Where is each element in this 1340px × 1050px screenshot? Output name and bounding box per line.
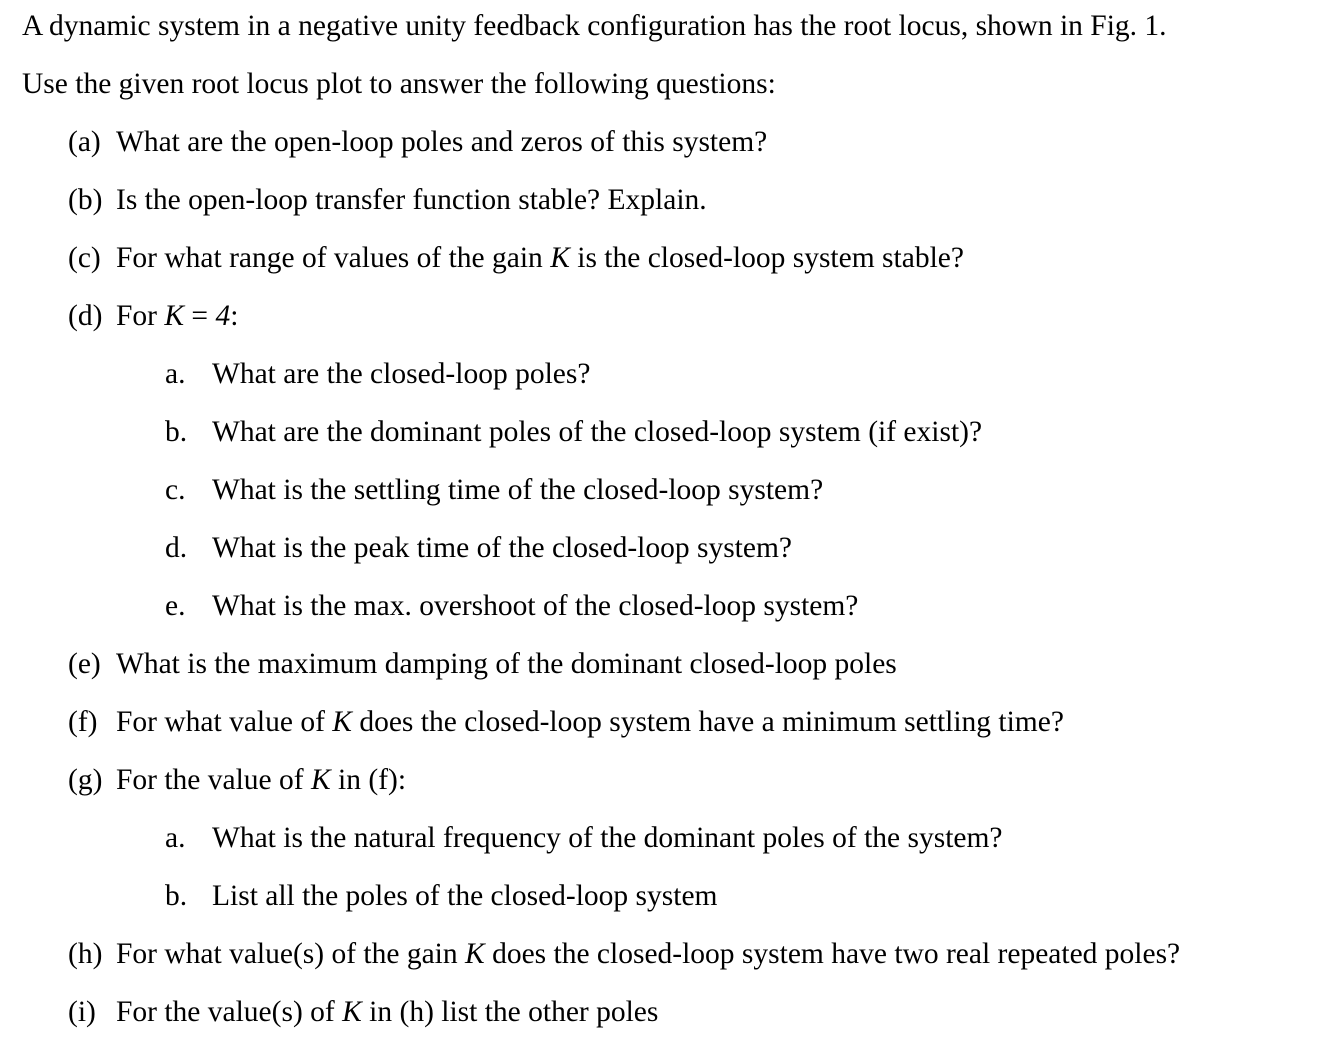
question-text: What is the maximum damping of the dominant closed-loop poles — [116, 648, 897, 680]
gain-variable: K — [550, 242, 570, 274]
subquestion-text: What is the max. overshoot of the closed-loop system? — [212, 590, 859, 622]
question-marker: (e) — [68, 648, 101, 680]
subquestion-marker: c. — [165, 474, 186, 506]
question-marker: (i) — [68, 996, 96, 1028]
question-text-pre: For what range of values of the gain — [116, 242, 551, 274]
question-h — [68, 937, 1180, 971]
gain-variable: K — [342, 996, 362, 1028]
intro-line-1: A dynamic system in a negative unity feedback configuration has the root locus, shown in Fig. 1. — [22, 10, 1167, 42]
subquestion-text: What is the natural frequency of the dominant poles of the system? — [212, 822, 1003, 854]
question-i — [68, 995, 658, 1029]
question-a — [68, 125, 767, 159]
question-marker: (g) — [68, 764, 103, 796]
subquestion-marker: b. — [165, 880, 188, 912]
subquestion-marker: e. — [165, 590, 186, 622]
question-marker: (f) — [68, 706, 98, 738]
subquestion-text: List all the poles of the closed-loop system — [212, 880, 718, 912]
question-text-post: does the closed-loop system have a minimum settling time? — [351, 706, 1064, 738]
question-text: What are the open-loop poles and zeros of this system? — [116, 126, 768, 158]
subquestion-d-a — [165, 357, 590, 391]
equals-sign: = — [184, 300, 216, 332]
subquestion-d-b — [165, 415, 982, 449]
subquestion-d-d — [165, 531, 792, 565]
question-text-post: in (h) list the other poles — [361, 996, 659, 1028]
question-text-post: is the closed-loop system stable? — [569, 242, 964, 274]
question-text-pre: For the value of — [116, 764, 311, 796]
subquestion-marker: a. — [165, 358, 186, 390]
gain-variable: K — [332, 706, 352, 738]
question-marker: (d) — [68, 300, 103, 332]
question-f — [68, 705, 1064, 739]
question-d — [68, 299, 238, 333]
subquestion-d-e — [165, 589, 858, 623]
subquestion-marker: a. — [165, 822, 186, 854]
intro-line-2: Use the given root locus plot to answer the following questions: — [22, 68, 776, 100]
question-c — [68, 241, 964, 275]
colon: : — [230, 300, 239, 332]
question-e — [68, 647, 897, 681]
subquestion-marker: d. — [165, 532, 188, 564]
question-text-pre: For what value of — [116, 706, 333, 738]
question-text-post: in (f): — [330, 764, 407, 796]
subquestion-text: What is the settling time of the closed-loop system? — [212, 474, 824, 506]
question-text-post: does the closed-loop system have two real repeated poles? — [484, 938, 1181, 970]
subquestion-marker: b. — [165, 416, 188, 448]
question-marker: (b) — [68, 184, 103, 216]
question-marker: (c) — [68, 242, 101, 274]
question-g — [68, 763, 406, 797]
subquestion-text: What are the closed-loop poles? — [212, 358, 591, 390]
gain-variable: K — [465, 938, 485, 970]
gain-variable: K — [310, 764, 331, 796]
subquestion-text: What is the peak time of the closed-loop system? — [212, 532, 793, 564]
gain-variable: K — [164, 300, 185, 332]
gain-value: 4 — [215, 300, 231, 332]
question-text: Is the open-loop transfer function stable? Explain. — [116, 184, 707, 216]
subquestion-g-a — [165, 821, 1003, 855]
subquestion-g-b — [165, 879, 718, 913]
question-marker: (a) — [68, 126, 101, 158]
subquestion-text: What are the dominant poles of the closed-loop system (if exist)? — [212, 416, 983, 448]
question-marker: (h) — [68, 938, 103, 970]
question-b — [68, 183, 707, 217]
subquestion-d-c — [165, 473, 823, 507]
question-text-pre: For — [116, 300, 165, 332]
question-text-pre: For the value(s) of — [116, 996, 343, 1028]
question-text-pre: For what value(s) of the gain — [116, 938, 465, 970]
